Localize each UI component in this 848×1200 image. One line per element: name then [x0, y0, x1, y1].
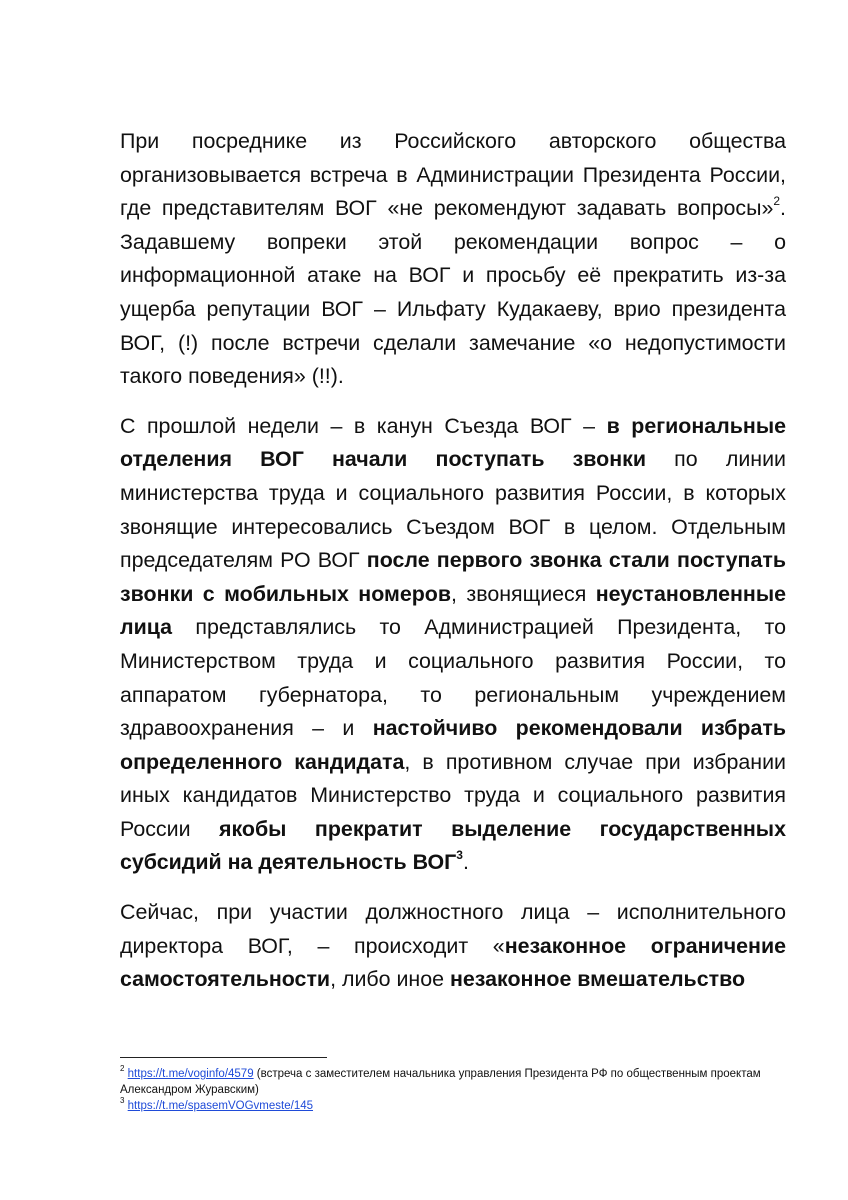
footnote-2 [120, 1066, 810, 1098]
text-run: С прошлой недели – в канун Съезда ВОГ – [120, 413, 607, 438]
footnote-number: 3 [120, 1096, 125, 1106]
paragraph-3 [120, 896, 786, 997]
footnote-ref: 2 [773, 194, 781, 209]
bold-text: незаконное ограничение самостоятельности [120, 933, 786, 992]
text-run: представлялись то Администрацией Президента, то Министерством труда и социального развития России, то аппаратом губернатора, то региональным учреждением здравоохранения – и [120, 615, 786, 741]
bold-text: незаконное вмешательство [449, 967, 746, 992]
text-run: Сейчас, при участии должностного лица – исполнительного директора ВОГ, – происходит « [120, 900, 786, 958]
footnote-link[interactable]: https://t.me/spasemVOGvmeste/145 [127, 1100, 314, 1112]
text-run: , либо иное [330, 967, 450, 992]
bold-text: неустановленные лица [120, 581, 786, 640]
bold-text: настойчиво рекомендовали избрать определенного кандидата [120, 716, 786, 774]
footnote-ref: 3 [456, 848, 463, 863]
text-run: . [462, 850, 469, 875]
paragraph-1 [120, 125, 786, 394]
paragraph-2 [120, 410, 786, 880]
bold-text: якобы прекратит выделение государственных субсидий на деятельность ВОГ [120, 816, 786, 875]
document-body [120, 125, 786, 997]
text-run: по линии министерства труда и социального развития России, в которых звонящие интересовались Съездом ВОГ в целом. Отдельным председателям РО ВОГ [120, 447, 786, 573]
bold-text: после первого звонка стали поступать звонки с мобильных номеров [120, 548, 786, 606]
text-run: При посреднике из Российского авторского общества организовывается встреча в Администрации Президента России, где представителям ВОГ «не рекомендуют задавать вопросы» [120, 129, 786, 221]
footnote-separator [120, 1057, 327, 1058]
text-run: , звонящиеся [451, 581, 596, 606]
footnote-text: (встреча с заместителем начальника управления Президента РФ по общественным проектам Александром Журавским) [120, 1068, 761, 1096]
bold-text: в региональные отделения ВОГ начали поступать звонки [120, 413, 786, 472]
footnote-3 [120, 1098, 810, 1114]
footnotes [120, 1066, 810, 1114]
footnote-number: 2 [120, 1064, 125, 1074]
text-run: , в противном случае при избрании иных кандидатов Министерство труда и социального развития России [120, 749, 786, 841]
footnote-link[interactable]: https://t.me/voginfo/4579 [127, 1068, 254, 1080]
text-run: . Задавшему вопреки этой рекомендации вопрос – о информационной атаке на ВОГ и просьбу её прекратить из-за ущерба репутации ВОГ – Ильфату Кудакаеву, врио президента ВОГ, (!) после встречи сделали замечание «о недопустимости такого поведения» (!!). [120, 196, 786, 389]
